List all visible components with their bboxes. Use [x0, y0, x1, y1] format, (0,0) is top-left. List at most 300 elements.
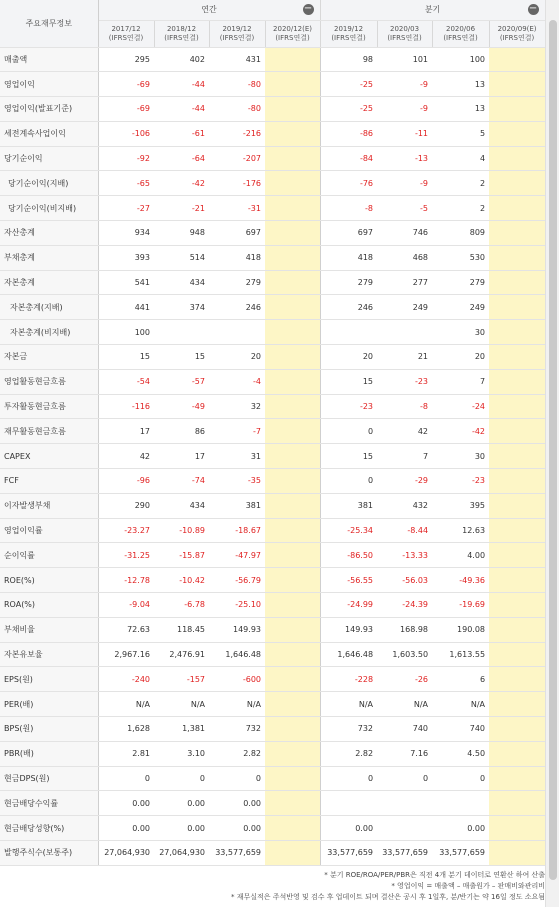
- table-cell: [265, 543, 320, 568]
- row-label[interactable]: PBR(배): [0, 741, 98, 766]
- period-label: 2019/12: [222, 24, 252, 33]
- row-label[interactable]: CAPEX: [0, 444, 98, 469]
- table-cell: -10.89: [154, 518, 209, 543]
- table-cell: [489, 394, 545, 419]
- table-cell: 33,577,659: [432, 841, 489, 866]
- table-cell: [265, 97, 320, 122]
- table-cell: [265, 295, 320, 320]
- quarter-group-header: [320, 0, 545, 20]
- table-cell: 20: [320, 345, 377, 370]
- table-cell: -600: [209, 667, 265, 692]
- table-cell: [265, 196, 320, 221]
- table-row: [0, 245, 545, 270]
- table-cell: 279: [320, 270, 377, 295]
- table-cell: 0: [209, 766, 265, 791]
- table-cell: 948: [154, 221, 209, 246]
- table-cell: [265, 121, 320, 146]
- table-cell: [489, 518, 545, 543]
- table-cell: 434: [154, 270, 209, 295]
- period-basis: (IFRS연결): [219, 33, 255, 42]
- table-cell: 149.93: [320, 617, 377, 642]
- row-label[interactable]: 이자발생부채: [0, 493, 98, 518]
- table-cell: -21: [154, 196, 209, 221]
- table-cell: 168.98: [377, 617, 432, 642]
- table-cell: 190.08: [432, 617, 489, 642]
- table-cell: -35: [209, 469, 265, 494]
- table-cell: -25.10: [209, 593, 265, 618]
- table-cell: 7.16: [377, 741, 432, 766]
- table-cell: 468: [377, 245, 432, 270]
- table-cell: -8: [377, 394, 432, 419]
- table-cell: [265, 369, 320, 394]
- table-cell: N/A: [98, 692, 154, 717]
- row-label[interactable]: 당기순이익: [0, 146, 98, 171]
- table-cell: 72.63: [98, 617, 154, 642]
- table-cell: 431: [209, 47, 265, 72]
- table-cell: 0.00: [98, 816, 154, 841]
- period-label: 2018/12: [166, 24, 197, 33]
- table-cell: 2,967.16: [98, 642, 154, 667]
- table-row: [0, 171, 545, 196]
- table-cell: -11: [377, 121, 432, 146]
- table-cell: 295: [98, 47, 154, 72]
- table-cell: 31: [209, 444, 265, 469]
- table-cell: [265, 593, 320, 618]
- table-cell: 27,064,930: [154, 841, 209, 866]
- table-cell: -80: [209, 97, 265, 122]
- table-cell: 697: [209, 221, 265, 246]
- table-cell: 514: [154, 245, 209, 270]
- table-cell: 100: [98, 320, 154, 345]
- table-cell: 33,577,659: [209, 841, 265, 866]
- table-cell: 697: [320, 221, 377, 246]
- row-label: 당기순이익(비지배): [0, 196, 98, 221]
- item-column-header: 주요재무정보: [0, 0, 98, 47]
- table-cell: -74: [154, 469, 209, 494]
- table-cell: -76: [320, 171, 377, 196]
- table-cell: 381: [209, 493, 265, 518]
- table-cell: -44: [154, 97, 209, 122]
- row-label[interactable]: 현금DPS(원): [0, 766, 98, 791]
- table-cell: 15: [320, 444, 377, 469]
- row-label[interactable]: 발행주식수(보통주): [0, 841, 98, 866]
- row-label[interactable]: 자본유보율: [0, 642, 98, 667]
- period-label: 2020/06: [445, 24, 476, 33]
- table-cell: 0: [377, 766, 432, 791]
- row-label[interactable]: 부채총계: [0, 245, 98, 270]
- table-cell: 30: [432, 320, 489, 345]
- footnote: * 재무실적은 주석반영 및 검수 후 업데이트 되며 결산은 공시 후 1일후, 분/반기는 약 16일 정도 소요됨: [230, 893, 545, 901]
- table-cell: 0.00: [98, 791, 154, 816]
- table-cell: 6: [432, 667, 489, 692]
- table-cell: [265, 419, 320, 444]
- table-cell: [489, 97, 545, 122]
- table-cell: [489, 593, 545, 618]
- annual-group-header: [98, 0, 320, 20]
- table-cell: 541: [98, 270, 154, 295]
- row-label: 당기순이익(지배): [0, 171, 98, 196]
- table-cell: -92: [98, 146, 154, 171]
- table-cell: 279: [432, 270, 489, 295]
- table-cell: 381: [320, 493, 377, 518]
- table-cell: 5: [432, 121, 489, 146]
- period-basis: (IFRS연결): [275, 33, 310, 42]
- table-row: [0, 97, 545, 122]
- table-cell: -57: [154, 369, 209, 394]
- row-label[interactable]: 매출액: [0, 47, 98, 72]
- table-cell: -9: [377, 97, 432, 122]
- table-cell: [489, 493, 545, 518]
- table-cell: 418: [209, 245, 265, 270]
- table-cell: [265, 568, 320, 593]
- table-cell: 1,613.55: [432, 642, 489, 667]
- table-cell: [265, 642, 320, 667]
- table-cell: -207: [209, 146, 265, 171]
- table-cell: [489, 568, 545, 593]
- table-cell: -240: [98, 667, 154, 692]
- table-cell: 732: [320, 717, 377, 742]
- row-label: 자본총계(비지배): [0, 320, 98, 345]
- table-cell: 0: [320, 469, 377, 494]
- table-cell: 42: [98, 444, 154, 469]
- table-cell: -23: [320, 394, 377, 419]
- table-cell: 249: [377, 295, 432, 320]
- table-cell: -157: [154, 667, 209, 692]
- period-column-header: [265, 20, 320, 47]
- table-cell: -24: [432, 394, 489, 419]
- table-cell: N/A: [320, 692, 377, 717]
- footnote: * 영업이익 = 매출액 – 매출원가 – 판매비와관리비: [391, 882, 545, 890]
- table-cell: -24.39: [377, 593, 432, 618]
- table-cell: 0.00: [432, 816, 489, 841]
- table-cell: 740: [377, 717, 432, 742]
- table-cell: 277: [377, 270, 432, 295]
- table-cell: -56.55: [320, 568, 377, 593]
- row-label[interactable]: 부채비율: [0, 617, 98, 642]
- period-column-header: [377, 20, 432, 47]
- table-cell: 2: [432, 171, 489, 196]
- table-cell: -29: [377, 469, 432, 494]
- row-label[interactable]: ROE(%): [0, 568, 98, 593]
- table-cell: 30: [432, 444, 489, 469]
- table-row: [0, 741, 545, 766]
- row-label[interactable]: EPS(원): [0, 667, 98, 692]
- period-label: 2020/03: [389, 24, 420, 33]
- row-label[interactable]: PER(배): [0, 692, 98, 717]
- table-cell: [489, 617, 545, 642]
- table-cell: 1,381: [154, 717, 209, 742]
- table-cell: [265, 841, 320, 866]
- table-cell: 809: [432, 221, 489, 246]
- table-cell: [265, 320, 320, 345]
- table-row: [0, 717, 545, 742]
- period-basis: (IFRS연결): [108, 33, 144, 42]
- table-row: [0, 47, 545, 72]
- table-cell: [489, 47, 545, 72]
- table-cell: [265, 741, 320, 766]
- table-cell: [265, 171, 320, 196]
- table-cell: -31.25: [98, 543, 154, 568]
- row-label[interactable]: FCF: [0, 469, 98, 494]
- table-cell: [265, 766, 320, 791]
- table-cell: 0: [320, 419, 377, 444]
- table-row: [0, 345, 545, 370]
- table-cell: -10.42: [154, 568, 209, 593]
- period-column-header: [154, 20, 209, 47]
- table-cell: [377, 816, 432, 841]
- table-cell: -84: [320, 146, 377, 171]
- row-label[interactable]: 자산총계: [0, 221, 98, 246]
- row-label[interactable]: 투자활동현금흐름: [0, 394, 98, 419]
- table-cell: 4: [432, 146, 489, 171]
- table-cell: [320, 320, 377, 345]
- row-label: 자본총계(지배): [0, 295, 98, 320]
- table-cell: 530: [432, 245, 489, 270]
- table-cell: [265, 791, 320, 816]
- row-label[interactable]: 영업이익(발표기준): [0, 97, 98, 122]
- table-cell: 0.00: [320, 816, 377, 841]
- annual-label: 연간: [201, 5, 217, 15]
- row-label[interactable]: BPS(원): [0, 717, 98, 742]
- table-cell: 15: [320, 369, 377, 394]
- table-cell: -216: [209, 121, 265, 146]
- table-cell: 13: [432, 72, 489, 97]
- table-cell: 2,476.91: [154, 642, 209, 667]
- table-cell: 374: [154, 295, 209, 320]
- table-cell: -26: [377, 667, 432, 692]
- table-cell: -56.79: [209, 568, 265, 593]
- table-cell: [265, 270, 320, 295]
- table-cell: [489, 295, 545, 320]
- table-cell: -23.27: [98, 518, 154, 543]
- row-label[interactable]: 재무활동현금흐름: [0, 419, 98, 444]
- table-cell: -8: [320, 196, 377, 221]
- row-label[interactable]: 영업이익률: [0, 518, 98, 543]
- period-basis: (IFRS연결): [499, 33, 535, 42]
- table-cell: 2.82: [320, 741, 377, 766]
- table-cell: [265, 345, 320, 370]
- table-cell: [320, 791, 377, 816]
- table-cell: -25: [320, 72, 377, 97]
- period-label: 2020/09(E): [497, 24, 537, 33]
- table-cell: [489, 270, 545, 295]
- table-cell: 434: [154, 493, 209, 518]
- table-row: [0, 518, 545, 543]
- table-row: [0, 295, 545, 320]
- table-cell: 4.50: [432, 741, 489, 766]
- table-cell: 0: [154, 766, 209, 791]
- table-cell: -23: [432, 469, 489, 494]
- table-cell: 33,577,659: [320, 841, 377, 866]
- row-label[interactable]: 자본총계: [0, 270, 98, 295]
- period-label: 2019/12: [333, 24, 364, 33]
- table-row: [0, 642, 545, 667]
- table-cell: 402: [154, 47, 209, 72]
- table-cell: N/A: [432, 692, 489, 717]
- table-row: [0, 369, 545, 394]
- table-cell: 1,646.48: [320, 642, 377, 667]
- table-cell: [489, 369, 545, 394]
- table-cell: -86.50: [320, 543, 377, 568]
- table-cell: 20: [209, 345, 265, 370]
- table-cell: [265, 469, 320, 494]
- table-row: [0, 493, 545, 518]
- table-cell: [489, 121, 545, 146]
- table-cell: -13.33: [377, 543, 432, 568]
- quarter-label: 분기: [424, 5, 441, 15]
- table-cell: 746: [377, 221, 432, 246]
- table-cell: 98: [320, 47, 377, 72]
- table-cell: -69: [98, 72, 154, 97]
- table-cell: [489, 171, 545, 196]
- table-cell: [489, 543, 545, 568]
- table-cell: -25: [320, 97, 377, 122]
- table-cell: -27: [98, 196, 154, 221]
- table-cell: [489, 320, 545, 345]
- row-label[interactable]: 영업이익: [0, 72, 98, 97]
- table-cell: 441: [98, 295, 154, 320]
- table-cell: 1,646.48: [209, 642, 265, 667]
- table-cell: 432: [377, 493, 432, 518]
- table-cell: 393: [98, 245, 154, 270]
- row-label[interactable]: 현금배당성향(%): [0, 816, 98, 841]
- period-basis: (IFRS연결): [387, 33, 422, 42]
- table-row: [0, 419, 545, 444]
- table-row: [0, 617, 545, 642]
- row-label[interactable]: 순이익률: [0, 543, 98, 568]
- table-cell: -9: [377, 171, 432, 196]
- table-cell: 7: [377, 444, 432, 469]
- table-cell: [489, 196, 545, 221]
- table-cell: 1,603.50: [377, 642, 432, 667]
- table-cell: 934: [98, 221, 154, 246]
- table-cell: [489, 642, 545, 667]
- row-label[interactable]: 세전계속사업이익: [0, 121, 98, 146]
- table-cell: N/A: [377, 692, 432, 717]
- table-cell: 21: [377, 345, 432, 370]
- table-row: [0, 841, 545, 866]
- table-cell: 12.63: [432, 518, 489, 543]
- table-cell: 32: [209, 394, 265, 419]
- table-cell: 2: [432, 196, 489, 221]
- table-row: [0, 816, 545, 841]
- table-cell: 246: [320, 295, 377, 320]
- table-cell: 246: [209, 295, 265, 320]
- table-cell: 0.00: [154, 816, 209, 841]
- table-cell: -5: [377, 196, 432, 221]
- table-cell: -42: [432, 419, 489, 444]
- table-cell: -12.78: [98, 568, 154, 593]
- table-row: [0, 444, 545, 469]
- table-cell: -80: [209, 72, 265, 97]
- table-cell: [489, 72, 545, 97]
- table-cell: 149.93: [209, 617, 265, 642]
- vertical-scrollbar[interactable]: [545, 0, 559, 907]
- table-cell: -228: [320, 667, 377, 692]
- table-cell: [265, 221, 320, 246]
- table-cell: 4.00: [432, 543, 489, 568]
- table-cell: 3.10: [154, 741, 209, 766]
- table-cell: -61: [154, 121, 209, 146]
- table-cell: [489, 766, 545, 791]
- table-cell: [265, 444, 320, 469]
- table-cell: -9.04: [98, 593, 154, 618]
- table-cell: -44: [154, 72, 209, 97]
- table-cell: 15: [98, 345, 154, 370]
- table-row: [0, 121, 545, 146]
- period-column-header: [320, 20, 377, 47]
- table-cell: 0.00: [209, 816, 265, 841]
- table-cell: 0.00: [209, 791, 265, 816]
- table-cell: 732: [209, 717, 265, 742]
- table-cell: -56.03: [377, 568, 432, 593]
- period-basis: (IFRS연결): [164, 33, 199, 42]
- table-cell: 20: [432, 345, 489, 370]
- row-label[interactable]: ROA(%): [0, 593, 98, 618]
- table-cell: -23: [377, 369, 432, 394]
- table-cell: [265, 667, 320, 692]
- table-cell: -19.69: [432, 593, 489, 618]
- scrollbar-thumb[interactable]: [549, 20, 557, 880]
- table-row: [0, 469, 545, 494]
- minus-circle-icon[interactable]: −: [528, 3, 538, 14]
- table-cell: -25.34: [320, 518, 377, 543]
- row-label[interactable]: 자본금: [0, 345, 98, 370]
- table-cell: 0.00: [154, 791, 209, 816]
- table-row: [0, 394, 545, 419]
- table-cell: -64: [154, 146, 209, 171]
- period-column-header: [489, 20, 545, 47]
- table-row: [0, 543, 545, 568]
- table-cell: -18.67: [209, 518, 265, 543]
- table-cell: [489, 692, 545, 717]
- table-cell: [265, 617, 320, 642]
- table-cell: 33,577,659: [377, 841, 432, 866]
- table-cell: 42: [377, 419, 432, 444]
- table-cell: [489, 741, 545, 766]
- table-cell: [432, 791, 489, 816]
- table-cell: [489, 146, 545, 171]
- table-cell: 740: [432, 717, 489, 742]
- period-label: 2017/12: [111, 24, 141, 33]
- period-column-header: [98, 20, 154, 47]
- table-cell: 27,064,930: [98, 841, 154, 866]
- table-cell: 17: [98, 419, 154, 444]
- table-cell: -116: [98, 394, 154, 419]
- minus-circle-icon[interactable]: −: [303, 3, 313, 14]
- table-cell: 0: [98, 766, 154, 791]
- table-cell: [265, 717, 320, 742]
- table-row: [0, 72, 545, 97]
- table-cell: -47.97: [209, 543, 265, 568]
- table-cell: 290: [98, 493, 154, 518]
- row-label[interactable]: 영업활동현금흐름: [0, 369, 98, 394]
- table-cell: [265, 692, 320, 717]
- period-label: 2020/12(E): [273, 24, 312, 33]
- table-cell: [489, 419, 545, 444]
- table-cell: [489, 667, 545, 692]
- table-cell: [377, 320, 432, 345]
- table-row: [0, 221, 545, 246]
- row-label[interactable]: 현금배당수익률: [0, 791, 98, 816]
- table-cell: 2.82: [209, 741, 265, 766]
- table-cell: -24.99: [320, 593, 377, 618]
- table-row: [0, 766, 545, 791]
- table-cell: 118.45: [154, 617, 209, 642]
- table-cell: 1,628: [98, 717, 154, 742]
- table-cell: 101: [377, 47, 432, 72]
- table-cell: -49: [154, 394, 209, 419]
